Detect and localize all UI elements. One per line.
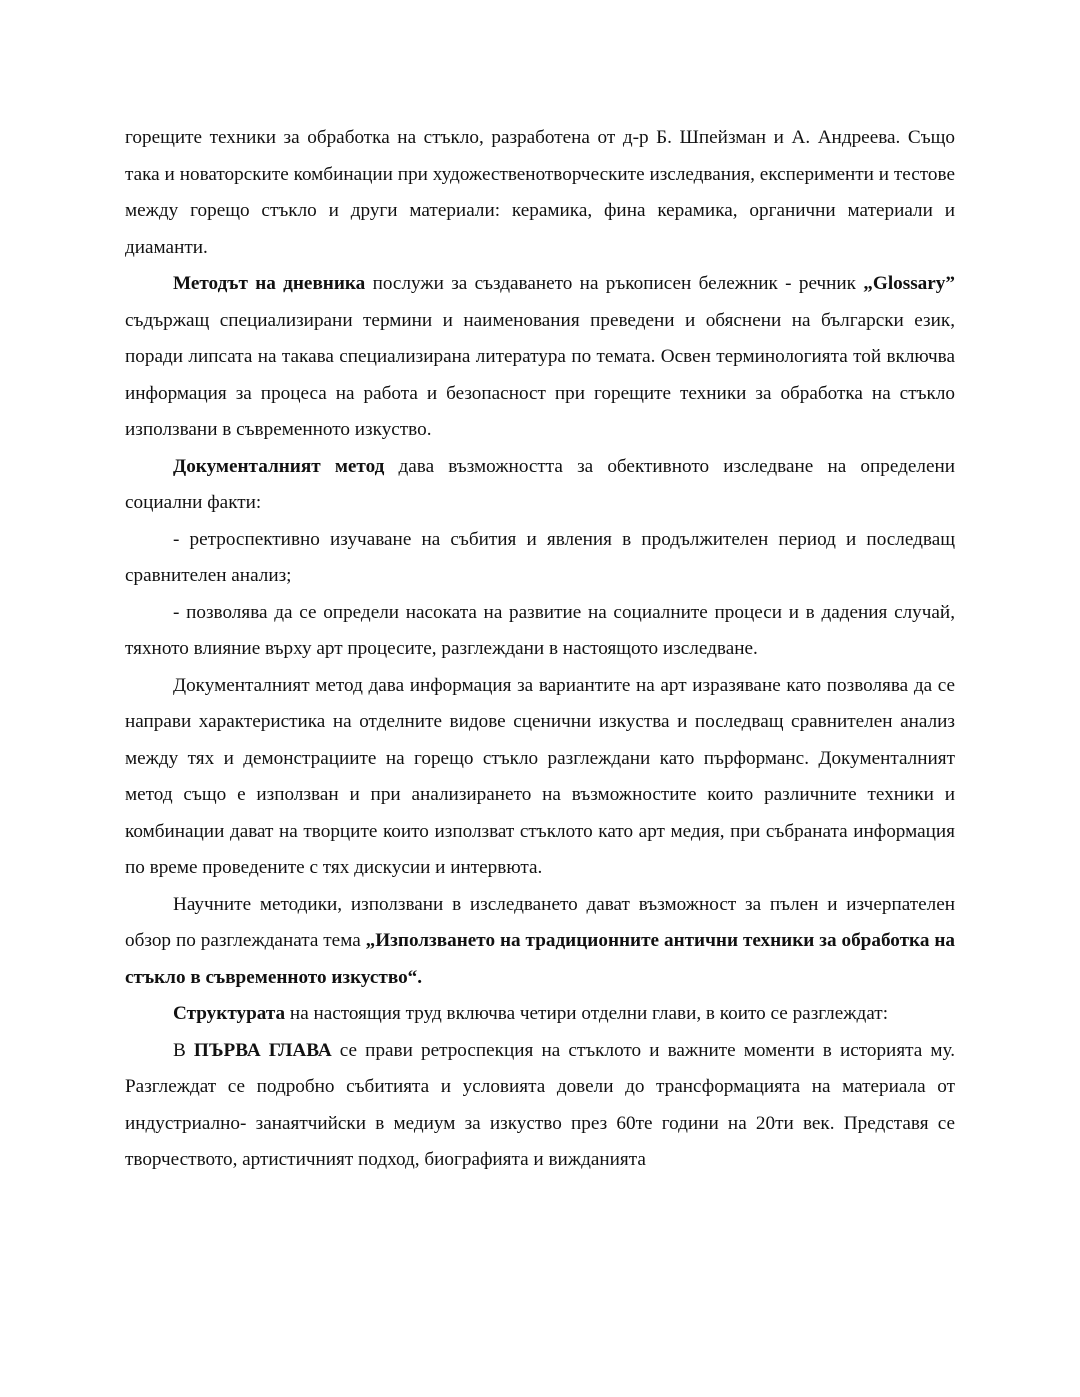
list-item-retrospective [125,522,955,595]
paragraph-chapter-one [125,1033,955,1179]
paragraph-text: горещите техники за обработка на стъкло, разработена от д-р Б. Шпейзман и А. Андреева. Също така и новаторските комбинации при художественотворческите изследвания, експерименти и тестове между горещо стъкло и други материали: керамика, фина керамика, органични материали и диаманти. [125,127,955,258]
thesis-title: „Използването на традиционните антични техники за обработка на стъкло в съвременното изкуство“. [125,930,955,988]
paragraph-text: В [173,1039,194,1061]
term-documentary-method: Документалният метод [173,455,385,477]
paragraph-text: послужи за създаването на ръкописен бележник - речник [365,273,864,294]
list-item-text: - ретроспективно изучаване на събития и явления в продължителен период и последващ сравнителен анализ; [125,528,955,586]
paragraph-text: дава възможността за обективното изследване на определени социални факти: [125,455,956,513]
list-item-direction [125,595,955,668]
list-item-text: - позволява да се определи насоката на развитие на социалните процеси и в дадения случай, тяхното влияние върху арт процесите, разглеждани в настоящото изследване. [125,601,955,659]
paragraph-text: съдържащ специализирани термини и наименования преведени и обяснени на български език, поради липсата на такава специализирана литература по темата. Освен терминологията той включва информация за процеса на работа и безопасност при горещите техники за обработка на стъкло използвани в съвременното изкуство. [125,309,955,440]
term-glossary: „Glossary” [863,273,955,294]
paragraph-text: Научните методики, използвани в изследването дават възможност за пълен и изчерпателен обзор по разглежданата тема [125,893,955,951]
paragraph-text: на настоящия труд включва четири отделни глави, в които се разглеждат: [285,1003,889,1024]
document-page [125,120,955,1179]
paragraph-glass-techniques [125,120,955,266]
paragraph-text: се прави ретроспекция на стъклото и важните моменти в историята му. Разглеждат се подробно събитията и условията довели до трансформацията на материала от индустриално- занаятчийски в медиум за изкуство през 60те години на 20ти век. Представя се творчеството, артистичният подход, биографията и вижданията [125,1039,955,1170]
paragraph-documentary-method [125,449,955,522]
paragraph-documentary-info [125,668,955,887]
paragraph-structure [125,996,955,1033]
chapter-one-heading: ПЪРВА ГЛАВА [193,1039,332,1061]
paragraph-text: Документалният метод дава информация за вариантите на арт изразяване като позволява да се направи характеристика на отделните видове сценични изкуства и последващ сравнителен анализ между тях и демонстрациите на горещо стъкло разглеждани като пърформанс. Документалният метод също е използван и при анализирането на възможностите които различните техники и комбинации дават на творците които използват стъклото като арт медия, при събраната информация по време проведените с тях дискусии и интервюта. [125,674,955,878]
paragraph-diary-method [125,266,955,449]
term-diary-method: Методът на дневника [173,273,366,294]
term-structure: Структурата [173,1003,286,1024]
paragraph-scientific-methods [125,887,955,997]
